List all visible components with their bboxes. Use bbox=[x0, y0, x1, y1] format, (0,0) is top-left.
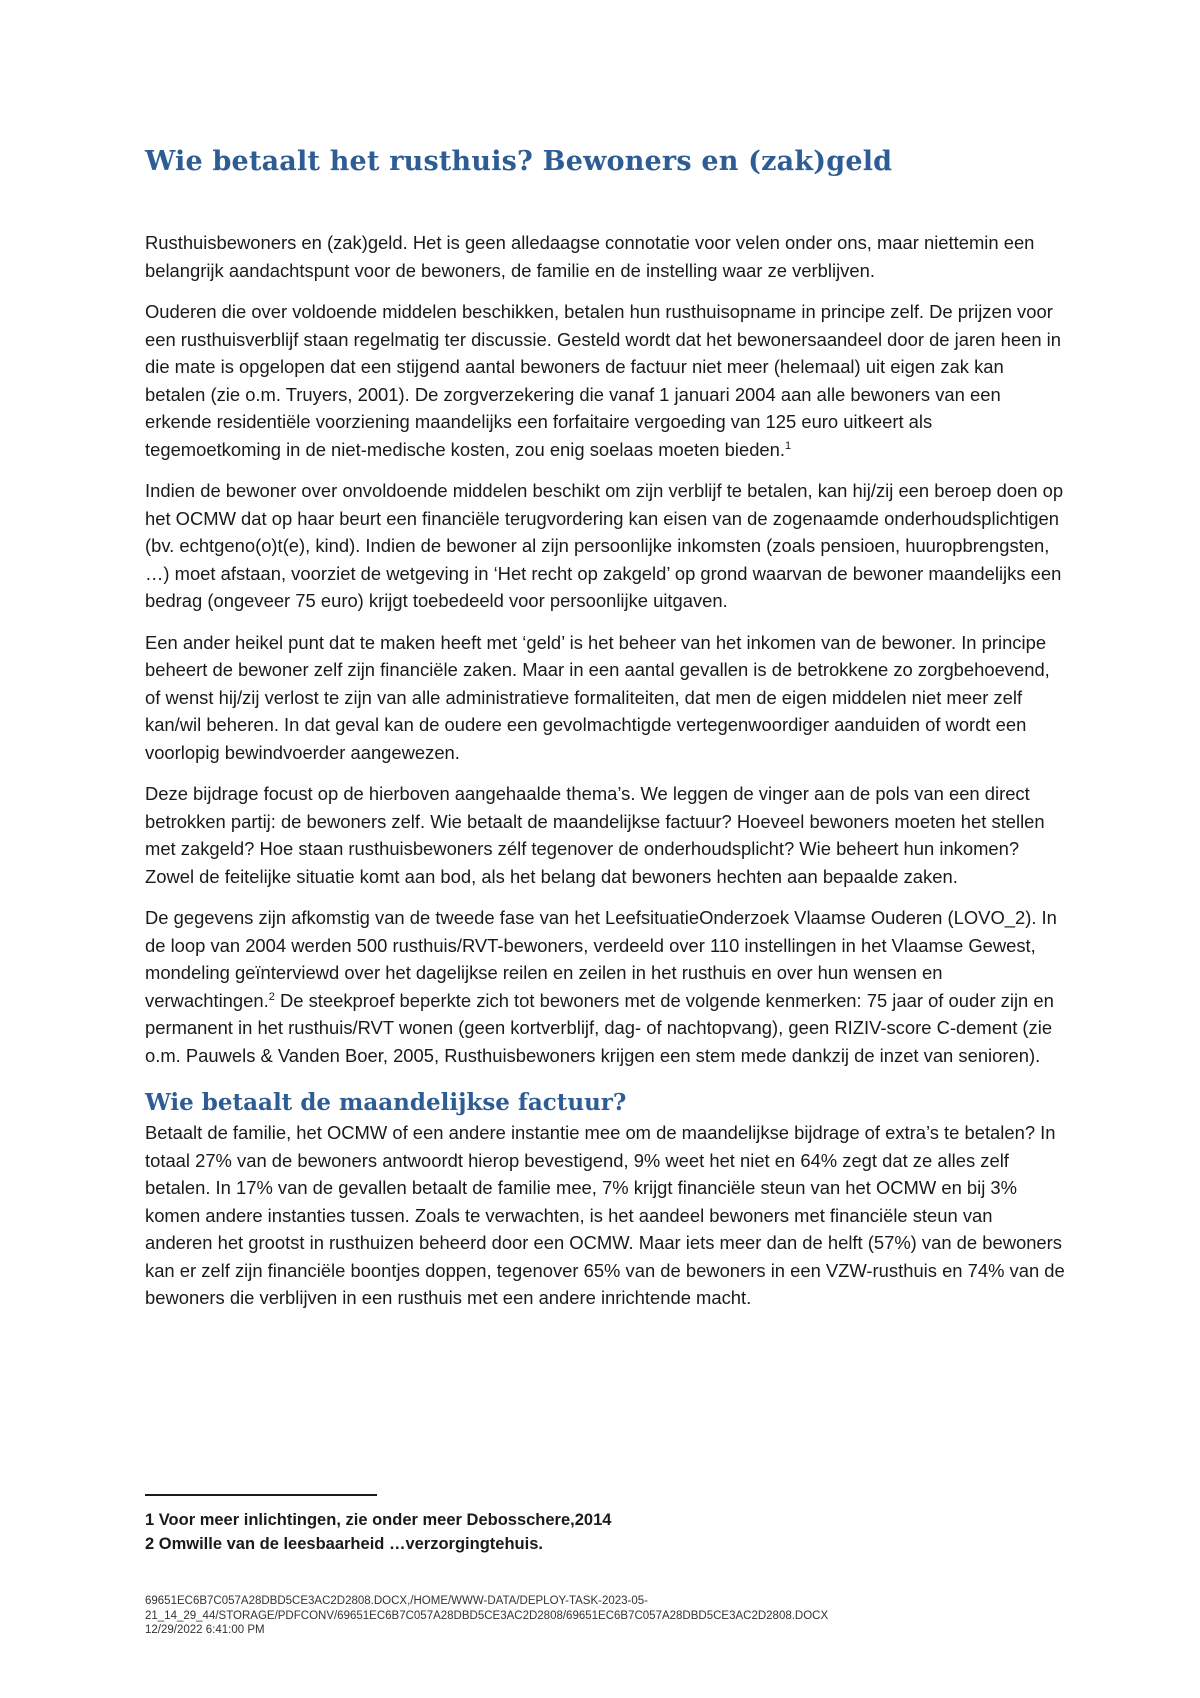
paragraph-costs bbox=[145, 298, 1065, 463]
paragraph-intro: Rusthuisbewoners en (zak)geld. Het is geen alledaagse connotatie voor velen onder ons, maar niettemin een belangrijk aandachtspunt voor de bewoners, de familie en de instelling waar ze verblijven. bbox=[145, 232, 1035, 281]
doc-path-line-2: 21_14_29_44/STORAGE/PDFCONV/69651EC6B7C057A28DBD5CE3AC2D2808/69651EC6B7C057A28DBD5CE3AC2D2808.DOCX bbox=[145, 1609, 829, 1622]
paragraph-data-source-text: De gegevens zijn afkomstig van de tweede fase van het LeefsituatieOnderzoek Vlaamse Ouderen (LOVO_2). In de loop van 2004 werden 500 rusthuis/RVT-bewoners, verdeeld over 110 instellingen in het Vlaamse Gewest, mondeling geïnterviewd over het dagelijkse reilen en zeilen in het rusthuis en over hun wensen en verwachtingen. bbox=[145, 907, 1057, 1011]
doc-path-timestamp: 12/29/2022 6:41:00 PM bbox=[145, 1624, 265, 1636]
doc-path-line-1: 69651EC6B7C057A28DBD5CE3AC2D2808.DOCX,/HOME/WWW-DATA/DEPLOY-TASK-2023-05- bbox=[145, 1595, 649, 1607]
page-title: Wie betaalt het rusthuis? Bewoners en (zak)geld bbox=[145, 146, 893, 177]
paragraph-section: Betaalt de familie, het OCMW of een andere instantie mee om de maandelijkse bijdrage of extra’s te betalen? In totaal 27% van de bewoners antwoordt hierop bevestigend, 9% weet het niet en 64% zegt dat ze alles zelf betalen. In 17% van de gevallen betaalt de familie mee, 7% krijgt financiële steun van het OCMW en bij 3% komen andere instanties tussen. Zoals te verwachten, is het aandeel bewoners met financiële steun van anderen het grootst in rusthuizen beheerd door een OCMW. Maar iets meer dan de helft (57%) van de bewoners kan er zelf zijn financiële boontjes doppen, tegenover 65% van de bewoners in een VZW-rusthuis en 74% van de bewoners die verblijven in een rusthuis met een andere inrichtende macht. bbox=[145, 1122, 1065, 1308]
paragraph-sample-text: De steekproef beperkte zich tot bewoners met de volgende kenmerken: 75 jaar of ouder zijn en permanent in het rusthuis/RVT wonen (geen kortverblijf, dag- of nachtopvang), geen RIZIV-score C-dement (zie o.m. Pauwels & Vanden Boer, 2005, Rusthuisbewoners krijgen een stem mede dankzij de inzet van senioren). bbox=[145, 989, 1054, 1066]
paragraph-ocmw: Indien de bewoner over onvoldoende middelen beschikt om zijn verblijf te betalen, kan hij/zij een beroep doen op het OCMW dat op haar beurt een financiële terugvordering kan eisen van de zogenaamde onderhoudsplichtigen (bv. echtgeno(o)t(e), kind). Indien de bewoner al zijn persoonlijke inkomsten (zoals pensioen, huuropbrengsten, …) moet afstaan, voorziet de wetgeving in ‘Het recht op zakgeld’ op grond waarvan de bewoner maandelijks een bedrag (ongeveer 75 euro) krijgt toebedeeld voor persoonlijke uitgaven. bbox=[145, 480, 1064, 611]
paragraph-costs-text: Ouderen die over voldoende middelen beschikken, betalen hun rusthuisopname in principe zelf. De prijzen voor een rusthuisverblijf staan regelmatig ter discussie. Gesteld wordt dat het bewonersaandeel door de jaren heen in die mate is opgelopen dat een stijgend aantal bewoners de factuur niet meer (helemaal) uit eigen zak kan betalen (zie o.m. Truyers, 2001). De zorgverzekering die vanaf 1 januari 2004 aan alle bewoners van een erkende residentiële voorziening maandelijks een forfaitaire vergoeding van 125 euro uitkeert als tegemoetkoming in de niet-medische kosten, zou enig soelaas moeten bieden. bbox=[145, 301, 1061, 460]
footnote-ref-1[interactable]: 1 bbox=[784, 439, 792, 452]
footnote-divider bbox=[145, 1494, 377, 1496]
footnote-ref-2[interactable]: 2 bbox=[268, 990, 275, 1003]
section-heading: Wie betaalt de maandelijkse factuur? bbox=[145, 1089, 627, 1116]
document-body bbox=[145, 146, 1065, 1326]
paragraph-focus: Deze bijdrage focust op de hierboven aangehaalde thema’s. We leggen de vinger aan de pols van een direct betrokken partij: de bewoners zelf. Wie betaalt de maandelijkse factuur? Hoeveel bewoners moeten het stellen met zakgeld? Hoe staan rusthuisbewoners zélf tegenover de onderhoudsplicht? Wie beheert hun inkomen? Zowel de feitelijke situatie komt aan bod, als het belang dat bewoners hechten aan bepaalde zaken. bbox=[145, 783, 1045, 887]
footnotes bbox=[145, 1494, 1065, 1556]
paragraph-income-management: Een ander heikel punt dat te maken heeft met ‘geld’ is het beheer van het inkomen van de bewoner. In principe beheert de bewoner zelf zijn financiële zaken. Maar in een aantal gevallen is de betrokkene zo zorgbehoevend, of wenst hij/zij verlost te zijn van alle administratieve formaliteiten, dat men de eigen middelen niet meer zelf kan/wil beheren. In dat geval kan de oudere een gevolmachtigde vertegenwoordiger aanduiden of wordt een voorlopig bewindvoerder aangewezen. bbox=[145, 631, 1050, 763]
footnote-1: 1 Voor meer inlichtingen, zie onder meer Debosschere,2014 bbox=[145, 1511, 612, 1529]
footnote-2: 2 Omwille van de leesbaarheid …verzorgingtehuis. bbox=[145, 1535, 543, 1553]
paragraph-data-source bbox=[145, 904, 1065, 1069]
document-path-footer bbox=[145, 1594, 1065, 1638]
